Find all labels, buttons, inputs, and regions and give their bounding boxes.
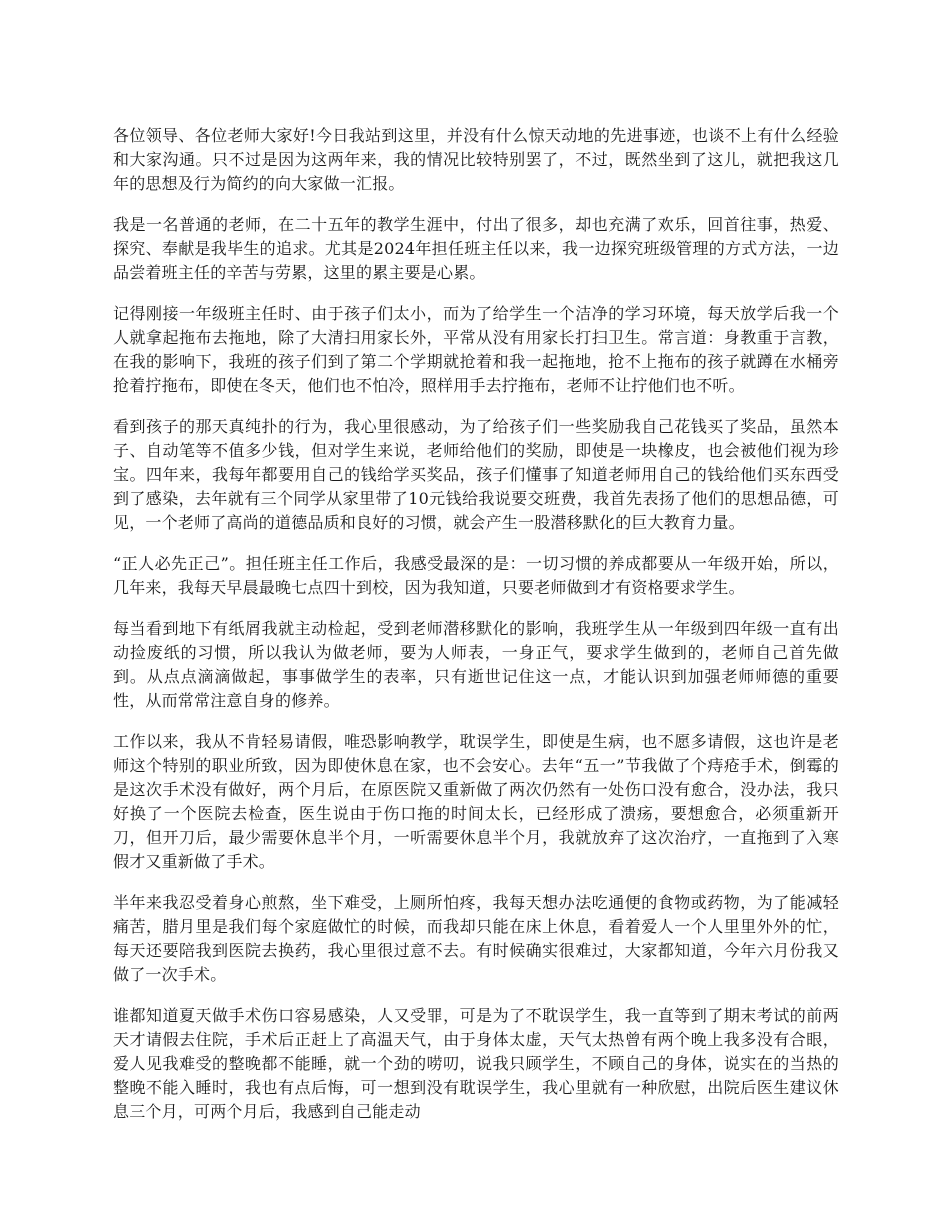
paragraph-7: 工作以来，我从不肯轻易请假，唯恐影响教学，耽误学生，即使是生病，也不愿多请假，这也许是老师这个特别的职业所致，因为即使休息在家，也不会安心。去年“五一”节我做了个痔疮手术，倒霉的是这次手术没有做好，两个月后，在原医院又重新做了两次仍然有一处伤口没有愈合，没办法，我只好换了一个医院去检查，医生说由于伤口拖的时间太长，已经形成了溃疡，要想愈合，必须重新开刀，但开刀后，最少需要休息半个月，一听需要休息半个月，我就放弃了这次治疗，一直拖到了入寒假才又重新做了手术。 [113, 732, 839, 871]
paragraph-5: “正人必先正己”。担任班主任工作后，我感受最深的是：一切习惯的养成都要从一年级开始，所以，几年来，我每天早晨最晚七点四十到校，因为我知道，只要老师做到才有资格要求学生。 [113, 554, 839, 597]
paragraph-2: 我是一名普通的老师，在二十五年的教学生涯中，付出了很多，却也充满了欢乐，回首往事，热爱、探究、奉献是我毕生的追求。尤其是2024年担任班主任以来，我一边探究班级管理的方式方法，一边品尝着班主任的辛苦与劳累，这里的累主要是心累。 [113, 215, 839, 282]
document-body [113, 124, 839, 1141]
paragraph-6: 每当看到地下有纸屑我就主动检起，受到老师潜移默化的影响，我班学生从一年级到四年级一直有出动捡废纸的习惯，所以我认为做老师，要为人师表，一身正气，要求学生做到的，老师自己首先做到。从点点滴滴做起，事事做学生的表率，只有逝世记住这一点，才能认识到加强老师师德的重要性，从而常常注意自身的修养。 [113, 619, 839, 710]
paragraph-8: 半年来我忍受着身心煎熬，坐下难受，上厕所怕疼，我每天想办法吃通便的食物或药物，为了能减轻痛苦，腊月里是我们每个家庭做忙的时候，而我却只能在床上休息，看着爱人一个人里里外外的忙，每天还要陪我到医院去换药，我心里很过意不去。有时候确实很难过，大家都知道，今年六月份我又做了一次手术。 [113, 893, 839, 984]
paragraph-3: 记得刚接一年级班主任时、由于孩子们太小，而为了给学生一个洁净的学习环境，每天放学后我一个人就拿起拖布去拖地，除了大清扫用家长外，平常从没有用家长打扫卫生。常言道：身教重于言教，在我的影响下，我班的孩子们到了第二个学期就抢着和我一起拖地，抢不上拖布的孩子就蹲在水桶旁抢着拧拖布，即使在冬天，他们也不怕冷，照样用手去拧拖布，老师不让拧他们也不听。 [113, 304, 839, 395]
paragraph-4: 看到孩子的那天真纯扑的行为，我心里很感动，为了给孩子们一些奖励我自己花钱买了奖品，虽然本子、自动笔等不值多少钱，但对学生来说，老师给他们的奖励，即使是一块橡皮，也会被他们视为珍宝。四年来，我每年都要用自己的钱给学买奖品，孩子们懂事了知道老师用自己的钱给他们买东西受到了感染，去年就有三个同学从家里带了10元钱给我说要交班费，我首先表扬了他们的思想品德，可见，一个老师了高尚的道德品质和良好的习惯，就会产生一股潜移默化的巨大教育力量。 [113, 417, 839, 532]
paragraph-9: 谁都知道夏天做手术伤口容易感染，人又受罪，可是为了不耽误学生，我一直等到了期末考试的前两天才请假去住院，手术后正赶上了高温天气，由于身体太虚，天气太热曾有两个晚上我多没有合眼，爱人见我难受的整晚都不能睡，就一个劲的唠叨，说我只顾学生，不顾自己的身体，说实在的当热的整晚不能入睡时，我也有点后悔，可一想到没有耽误学生，我心里就有一种欣慰，出院后医生建议休息三个月，可两个月后，我感到自己能走动 [113, 1006, 839, 1121]
paragraph-1: 各位领导、各位老师大家好!今日我站到这里，并没有什么惊天动地的先进事迹，也谈不上有什么经验和大家沟通。只不过是因为这两年来，我的情况比较特别罢了，不过，既然坐到了这儿，就把我这几年的思想及行为简约的向大家做一汇报。 [113, 126, 839, 193]
